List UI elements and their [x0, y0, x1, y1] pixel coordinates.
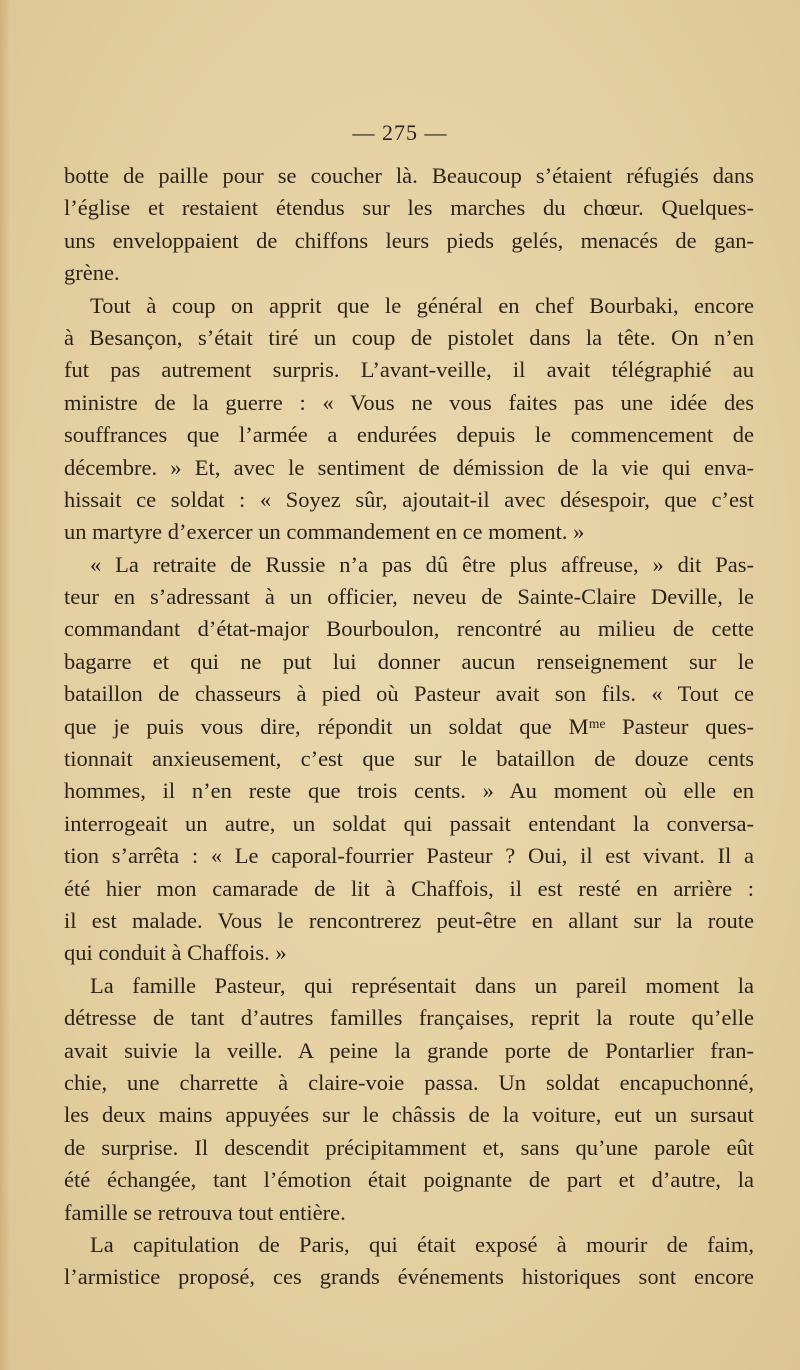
text-line: ministre de la guerre : « Vous ne vous faites pas une idée des — [64, 389, 754, 415]
text-line: teur en s’adressant à un officier, neveu de Sainte-Claire Deville, le — [64, 584, 754, 610]
text-line: détresse de tant d’autres familles françaises, reprit la route qu’elle — [64, 1005, 754, 1031]
text-line: bagarre et qui ne put lui donner aucun renseignement sur le — [64, 648, 754, 674]
text-line: qui conduit à Chaffois. » — [64, 940, 287, 966]
text-line: Tout à coup on apprit que le général en chef Bourbaki, encore — [90, 292, 754, 318]
text-line: interrogeait un autre, un soldat qui passait entendant la conversa- — [64, 810, 754, 836]
text-line: à Besançon, s’était tiré un coup de pistolet dans la tête. On n’en — [64, 324, 754, 350]
text-line: La famille Pasteur, qui représentait dans un pareil moment la — [90, 972, 754, 998]
text-line: décembre. » Et, avec le sentiment de démission de la vie qui enva- — [64, 454, 754, 480]
text-line: botte de paille pour se coucher là. Beaucoup s’étaient réfugiés dans — [64, 163, 754, 188]
text-line: uns enveloppaient de chiffons leurs pieds gelés, menacés de gan- — [64, 227, 754, 253]
text-line: hommes, il n’en reste que trois cents. » Au moment où elle en — [64, 778, 754, 804]
text-line: que je puis vous dire, répondit un soldat que Mᵐᵉ Pasteur ques- — [64, 713, 754, 739]
text-line: l’armistice proposé, ces grands événements historiques sont encore — [64, 1264, 754, 1290]
text-line: tion s’arrêta : « Le caporal-fourrier Pasteur ? Oui, il est vivant. Il a — [64, 843, 754, 869]
text-line: les deux mains appuyées sur le châssis de la voiture, eut un sursaut — [64, 1102, 754, 1128]
text-line: de surprise. Il descendit précipitamment et, sans qu’une parole eût — [64, 1134, 754, 1160]
text-line: un martyre d’exercer un commandement en ce moment. » — [64, 519, 585, 545]
text-line: souffrances que l’armée a endurées depuis le commencement de — [64, 422, 754, 448]
text-line: été échangée, tant l’émotion était poignante de part et d’autre, la — [64, 1167, 754, 1193]
text-line: il est malade. Vous le rencontrerez peut-être en allant sur la route — [64, 907, 754, 933]
text-line: l’église et restaient étendus sur les marches du chœur. Quelques- — [64, 195, 754, 221]
text-line: avait suivie la veille. A peine la grande porte de Pontarlier fran- — [64, 1037, 754, 1063]
text-line: bataillon de chasseurs à pied où Pasteur avait son fils. « Tout ce — [64, 681, 754, 707]
text-line: famille se retrouva tout entière. — [64, 1199, 346, 1225]
text-line: grène. — [64, 260, 120, 286]
text-line: tionnait anxieusement, c’est que sur le bataillon de douze cents — [64, 746, 754, 772]
text-line: « La retraite de Russie n’a pas dû être plus affreuse, » dit Pas- — [90, 551, 754, 577]
text-line: hissait ce soldat : « Soyez sûr, ajoutait-il avec désespoir, que c’est — [64, 486, 754, 512]
page-edge-shadow — [0, 0, 10, 1370]
page-number: — 275 — — [352, 120, 448, 145]
text-line: La capitulation de Paris, qui était exposé à mourir de faim, — [90, 1231, 754, 1257]
body-text — [64, 160, 754, 1294]
text-line: chie, une charrette à claire-voie passa. Un soldat encapuchonné, — [64, 1069, 754, 1095]
text-line: commandant d’état-major Bourboulon, rencontré au milieu de cette — [64, 616, 754, 642]
text-line: fut pas autrement surpris. L’avant-veille, il avait télégraphié au — [64, 357, 754, 383]
text-line: été hier mon camarade de lit à Chaffois, il est resté en arrière : — [64, 875, 754, 901]
